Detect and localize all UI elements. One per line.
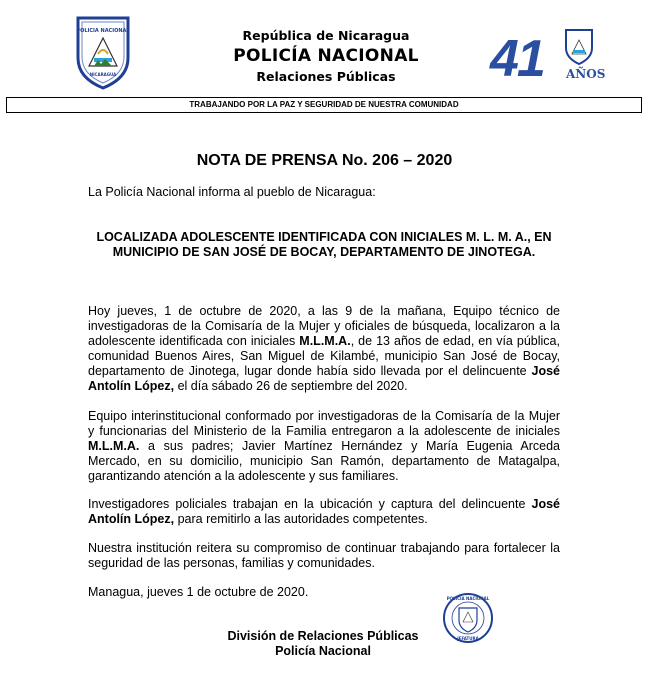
country-name: República de Nicaragua <box>242 28 410 43</box>
intro-line: La Policía Nacional informa al pueblo de Nicaragua: <box>88 185 376 199</box>
tagline-bar: TRABAJANDO POR LA PAZ Y SEGURIDAD DE NUESTRA COMUNIDAD <box>6 97 642 113</box>
organization-name: POLICÍA NACIONAL <box>233 46 419 66</box>
anniversary-41-logo <box>490 28 606 88</box>
paragraph-1: Hoy jueves, 1 de octubre de 2020, a las 9 de la mañana, Equipo técnico de investigadoras de la Comisaría de la Mujer y oficiales de búsqueda, localizaron a la adolescente identificada con iniciales M.L.M.A., de 13 años de edad, en vía pública, comunidad Buenos Aires, San Miguel de Kilambé, municipio San José de Bocay, departamento de Jinotega, lugar donde había sido llevada por el delincuente José Antolín López, el día sábado 26 de septiembre del 2020. <box>88 304 560 393</box>
headline: LOCALIZADA ADOLESCENTE IDENTIFICADA CON INICIALES M. L. M. A., EN MUNICIPIO DE SAN JOSÉ DE BOCAY, DEPARTAMENTO DE JINOTEGA. <box>96 230 552 259</box>
anniversary-number: 41 <box>490 30 544 88</box>
date-line: Managua, jueves 1 de octubre de 2020. <box>88 585 309 599</box>
badge-logo-bottom-text: NICARAGUA <box>89 72 117 77</box>
seal-top-text: POLICIA NACIONAL <box>446 596 490 601</box>
paragraph-2: Equipo interinstitucional conformado por investigadoras de la Comisaría de la Mujer y funcionarias del Ministerio de la Familia entregaron a la adolescente de iniciales M.L.M.A. a sus padres; Javier Martínez Hernández y María Eugenia Arceda Mercado, en su domicilio, municipio San Ramón, departamento de Matagalpa, garantizando atención a la adolescente y sus familiares. <box>88 409 560 483</box>
mini-shield-icon <box>566 30 592 64</box>
seal-bottom-text: JEFATURA <box>457 636 479 641</box>
paragraph-4: Nuestra institución reitera su compromiso de continuar trabajando para fortalecer la seguridad de las personas, familias y comunidades. <box>88 541 560 570</box>
press-release-title: NOTA DE PRENSA No. 206 – 2020 <box>196 152 453 169</box>
anniversary-word: AÑOS <box>566 67 606 81</box>
badge-logo-text: POLICIA NACIONAL <box>76 28 130 34</box>
header-block <box>196 28 456 86</box>
signature-organization: Policía Nacional <box>275 644 371 658</box>
department-name: Relaciones Públicas <box>256 69 396 84</box>
signature-block <box>200 629 446 659</box>
paragraph-3: Investigadores policiales trabajan en la ubicación y captura del delincuente José Antolín López, para remitirlo a las autoridades competentes. <box>88 497 560 526</box>
police-badge-logo <box>72 14 134 90</box>
signature-division: División de Relaciones Públicas <box>227 629 419 643</box>
seal-stamp <box>442 588 494 648</box>
